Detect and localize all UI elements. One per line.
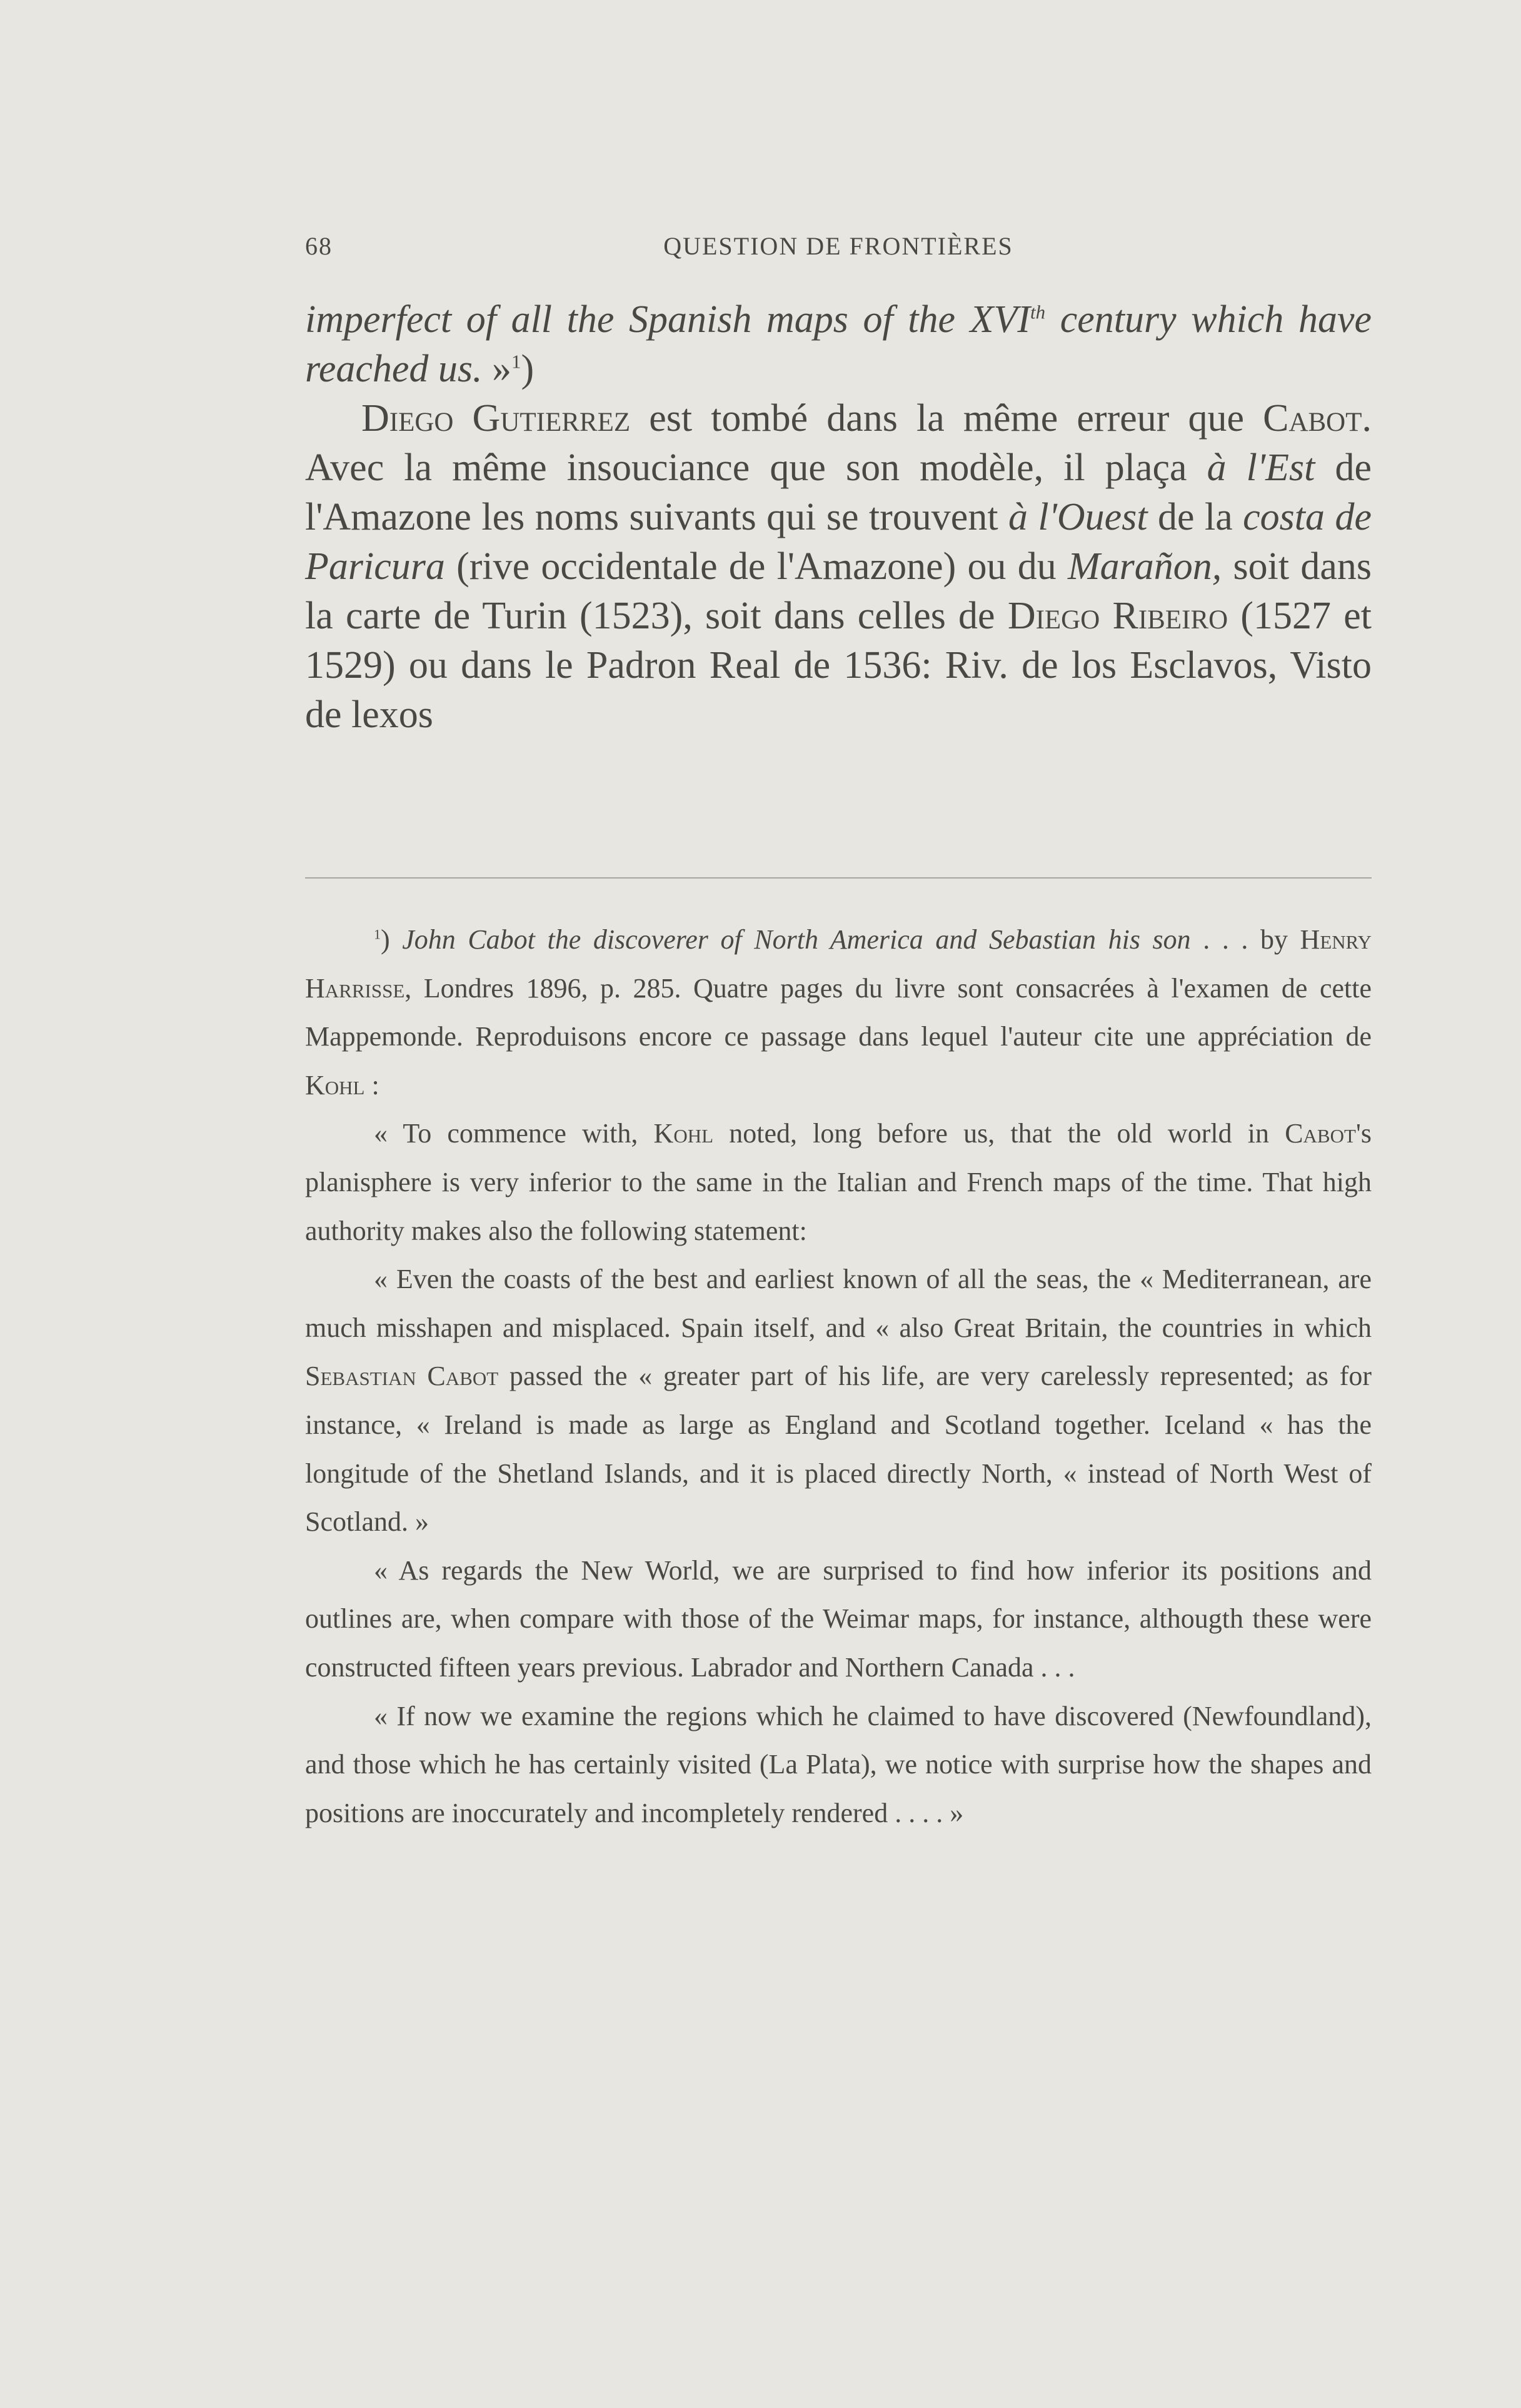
text-run: (rive occidentale de l'Amazone) ou du [444, 545, 1068, 588]
footnotes [305, 915, 1372, 1837]
italic-maranon: Marañon, [1068, 545, 1222, 588]
footnote-1 [305, 915, 1372, 1109]
text-run: soit dans la carte de Turin (1523), soit dans celles de [305, 545, 1372, 637]
text-run: noted, long before us, that the old world in [713, 1118, 1285, 1149]
text-run: de l'Amazone les noms suivants qui se trouvent [305, 446, 1372, 538]
italic-a-louest: à l'Ouest [1008, 496, 1148, 538]
footnote-quote-4: « If now we examine the regions which he claimed to have discovered (Newfoundland), and those which he has certainly visited (La Plata), we notice with surprise how the shapes and positions are inoccurately and incompletely rendered . . . . » [305, 1700, 1372, 1828]
text-run: : [364, 1069, 379, 1101]
footnote-quote-2 [305, 1255, 1372, 1546]
footnote-quote-3: « As regards the New World, we are surprised to find how inferior its positions and outlines are, when compare with those of the Weimar maps, for instance, althougth these were constructed fifteen years previous. Labrador and Northern Canada . . . [305, 1554, 1372, 1683]
footnote-number: 1 [374, 926, 381, 942]
footnote-ref-paren: ) [521, 348, 535, 390]
text-run: « Even the coasts of the best and earliest known of all the seas, the « Mediterranean, are much misshapen and misplaced. Spain itself, and « also Great Britain, the countries in which [305, 1264, 1372, 1343]
text-run: de la [1147, 496, 1243, 538]
running-head [305, 231, 1372, 269]
text-run: est tombé dans la même erreur que [630, 397, 1263, 440]
text-run: passed the « greater part of his life, are very carelessly represented; as for instance, « Ireland is made as large as England and Scotland together. Iceland « has the longitude of the Shetland Islands, and it is placed directly North, « instead of North West of Scotland. » [305, 1361, 1372, 1538]
main-text [305, 295, 1372, 740]
text-run: 's planisphere is very inferior to the same in the Italian and French maps of the time. That high authority makes also the following statement: [305, 1118, 1372, 1246]
text-run: , Londres 1896, p. 285. Quatre pages du livre sont consacrées à l'examen de cette Mappemonde. Reproduisons encore ce passage dans lequel l'auteur cite une appréciation de [305, 972, 1372, 1052]
text-run: « To commence with, [374, 1118, 654, 1149]
name-diego-ribeiro: Diego Ribeiro [1007, 595, 1228, 637]
italic-costa-de-paricura: costa de Paricura [305, 496, 1372, 588]
footnote-quote-1 [305, 1109, 1372, 1255]
quote-close: » [482, 348, 512, 390]
name-cabot: Cabot [1263, 397, 1362, 440]
paragraph-gutierrez [305, 394, 1372, 740]
footnote-ref: 1 [511, 350, 521, 373]
quote-italic: imperfect of all the Spanish maps of the XVI [305, 298, 1031, 341]
superscript-th: th [1030, 301, 1046, 323]
text-run: . Avec la même insouciance que son modèle, il plaça [305, 397, 1372, 489]
italic-a-lest: à l'Est [1207, 446, 1315, 489]
name-sebastian-cabot: Sebastian Cabot [305, 1361, 499, 1392]
running-title: QUESTION DE FRONTIÈRES [663, 232, 1013, 260]
name-cabot: Cabot [1285, 1118, 1356, 1149]
text-run: (1527 et 1529) ou dans le Padron Real de 1536: Riv. de los Esclavos, Visto de lexos [305, 595, 1372, 736]
footnote-number-paren: ) [381, 924, 403, 955]
footnote-divider [305, 877, 1372, 879]
text-run: . . . by [1190, 924, 1300, 955]
page-number: 68 [305, 232, 333, 260]
name-kohl: Kohl [305, 1069, 365, 1101]
quote-italic-end: century which have reached us. [305, 298, 1372, 390]
name-kohl: Kohl [653, 1118, 714, 1149]
paragraph-continuation [305, 295, 1372, 394]
name-diego-gutierrez: Diego Gutierrez [361, 397, 631, 440]
book-title: John Cabot the discoverer of North America and Sebastian his son [402, 924, 1191, 955]
name-henry-harrisse: Henry Harrisse [305, 924, 1372, 1004]
